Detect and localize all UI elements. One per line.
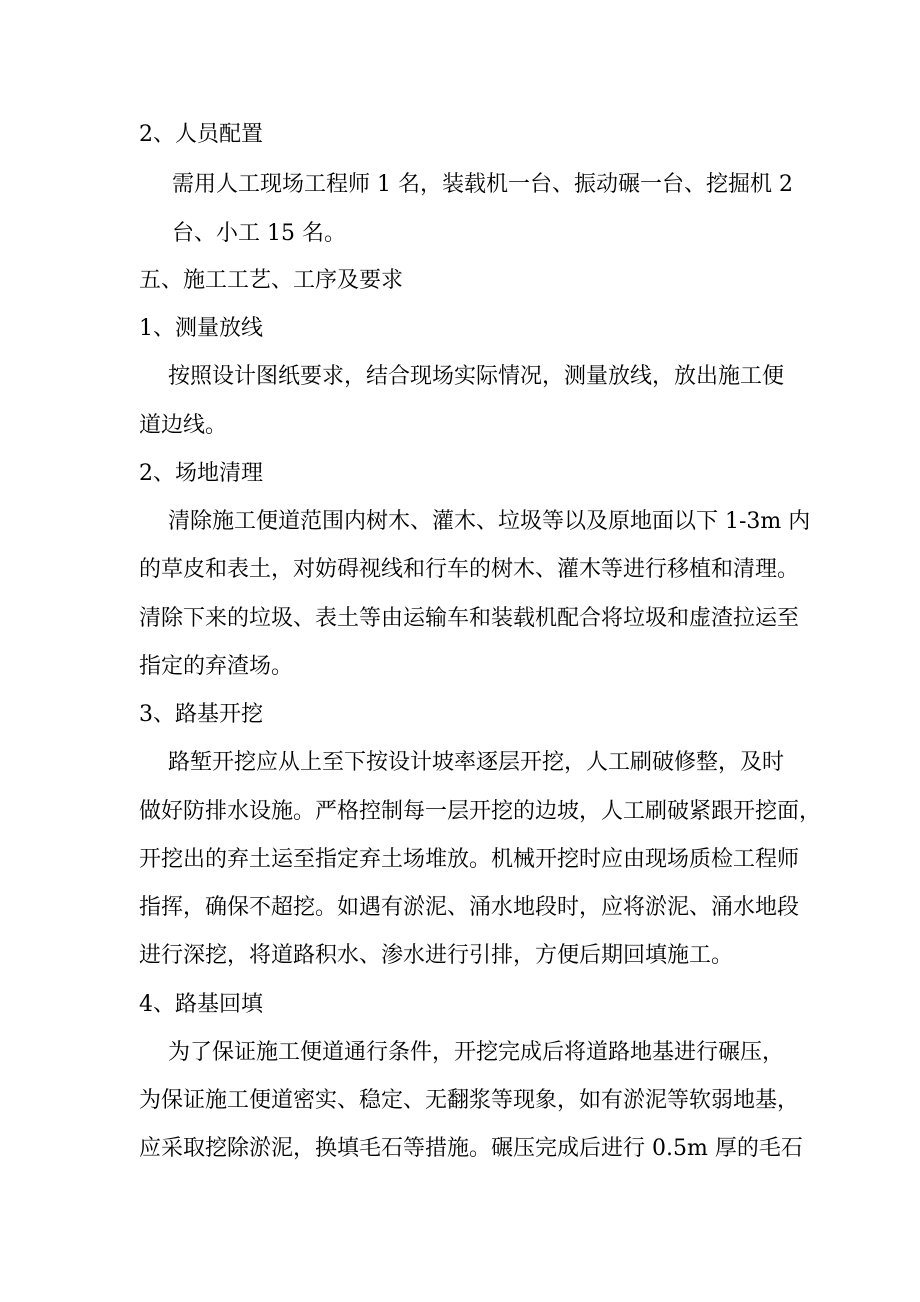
paragraph-line: 需用人工现场工程师 1 名，装载机一台、振动碾一台、挖掘机 2 — [172, 172, 793, 197]
paragraph-line: 为保证施工便道密实、稳定、无翻浆等现象，如有淤泥等软弱地基， — [139, 1088, 800, 1113]
paragraph-line: 台、小工 15 名。 — [172, 221, 346, 246]
paragraph-line: 应采取挖除淤泥，换填毛石等措施。碾压完成后进行 0.5m 厚的毛石 — [139, 1136, 803, 1161]
paragraph-line: 道边线。 — [139, 413, 228, 438]
paragraph-line: 清除下来的垃圾、表土等由运输车和装载机配合将垃圾和虚渣拉运至 — [139, 606, 800, 631]
heading-personnel: 2、人员配置 — [139, 122, 263, 147]
heading-site-clearing: 2、场地清理 — [139, 461, 263, 486]
heading-backfill: 4、路基回填 — [139, 992, 263, 1017]
heading-excavation: 3、路基开挖 — [139, 702, 263, 727]
paragraph-line: 指挥，确保不超挖。如遇有淤泥、涌水地段时，应将淤泥、涌水地段 — [139, 895, 800, 920]
heading-survey: 1、测量放线 — [139, 316, 263, 341]
section-heading-process: 五、施工工艺、工序及要求 — [139, 268, 404, 293]
paragraph-line: 按照设计图纸要求，结合现场实际情况，测量放线，放出施工便 — [168, 364, 785, 389]
paragraph-line: 开挖出的弃土运至指定弃土场堆放。机械开挖时应由现场质检工程师 — [139, 847, 800, 872]
paragraph-line: 做好防排水设施。严格控制每一层开挖的边坡，人工刷破紧跟开挖面， — [139, 799, 822, 824]
paragraph-line: 进行深挖，将道路积水、渗水进行引排，方便后期回填施工。 — [139, 943, 734, 968]
paragraph-line: 指定的弃渣场。 — [139, 654, 294, 679]
paragraph-line: 路堑开挖应从上至下按设计坡率逐层开挖，人工刷破修整，及时 — [168, 750, 785, 775]
paragraph-line: 清除施工便道范围内树木、灌木、垃圾等以及原地面以下 1-3m 内 — [168, 509, 811, 534]
paragraph-line: 为了保证施工便道通行条件，开挖完成后将道路地基进行碾压， — [168, 1040, 785, 1065]
paragraph-line: 的草皮和表土，对妨碍视线和行车的树木、灌木等进行移植和清理。 — [139, 557, 800, 582]
